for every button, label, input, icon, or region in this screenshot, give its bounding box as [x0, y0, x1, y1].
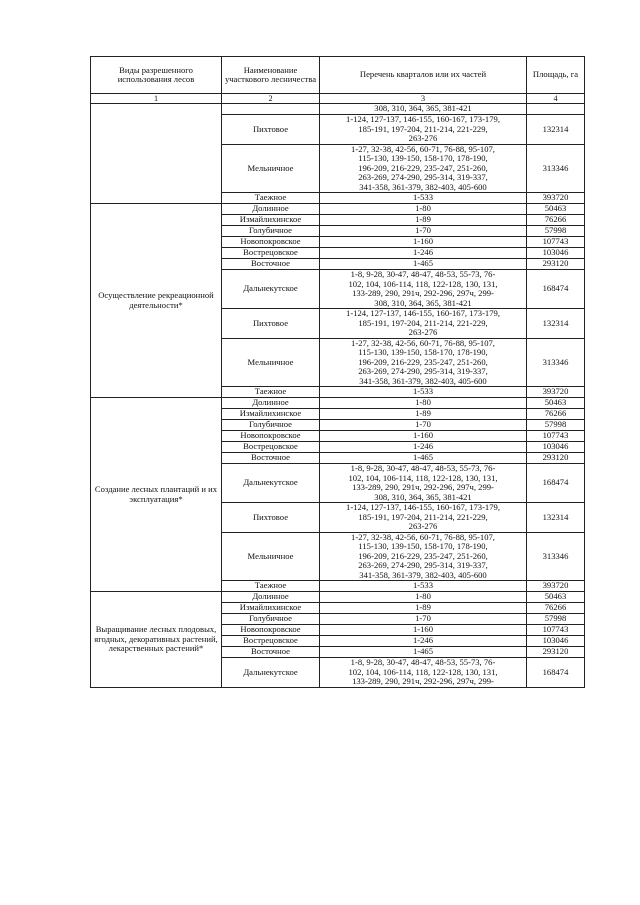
forestry-name-cell: Дальнекутское: [222, 270, 320, 309]
area-cell: 293120: [527, 259, 585, 270]
forestry-name-cell: Мельничное: [222, 144, 320, 193]
forestry-name-cell: Вострецовское: [222, 636, 320, 647]
area-cell: 76266: [527, 215, 585, 226]
forestry-name-cell: Новопокровское: [222, 431, 320, 442]
area-cell: 313346: [527, 532, 585, 581]
quarters-cell: 1-27, 32-38, 42-56, 60-71, 76-88, 95-107, 115-130, 139-150, 158-170, 178-190, 196-209, 216-229, 235-247, 251-260, 263-269, 274-290, 295-314, 319-337, 341-358, 361-379, 382-403, 405-600: [320, 338, 527, 387]
area-cell: 103046: [527, 248, 585, 259]
area-cell: 50463: [527, 204, 585, 215]
quarters-cell: 1-533: [320, 581, 527, 592]
forestry-name-cell: Голубичное: [222, 614, 320, 625]
forestry-name-cell: Новопокровское: [222, 625, 320, 636]
table-row: [91, 398, 585, 409]
forestry-name-cell: Голубичное: [222, 420, 320, 431]
area-cell: 57998: [527, 420, 585, 431]
quarters-cell: 1-465: [320, 259, 527, 270]
forestry-name-cell: Таежное: [222, 387, 320, 398]
quarters-cell: 1-8, 9-28, 30-47, 48-47, 48-53, 55-73, 76- 102, 104, 106-114, 118, 122-128, 130, 131, 133-289, 290, 291ч, 292-296, 297ч, 299-: [320, 658, 527, 688]
forestry-name-cell: Таежное: [222, 193, 320, 204]
area-cell: 76266: [527, 409, 585, 420]
quarters-cell: 1-70: [320, 420, 527, 431]
forestry-name-cell: Измайлихинское: [222, 603, 320, 614]
quarters-cell: 1-27, 32-38, 42-56, 60-71, 76-88, 95-107, 115-130, 139-150, 158-170, 178-190, 196-209, 216-229, 235-247, 251-260, 263-269, 274-290, 295-314, 319-337, 341-358, 361-379, 382-403, 405-600: [320, 144, 527, 193]
quarters-cell: 1-70: [320, 226, 527, 237]
quarters-cell: 1-89: [320, 215, 527, 226]
forestry-name-cell: Долинное: [222, 592, 320, 603]
quarters-cell: 1-80: [320, 592, 527, 603]
forestry-name-cell: Восточное: [222, 453, 320, 464]
forestry-name-cell: Измайлихинское: [222, 409, 320, 420]
quarters-cell: 1-246: [320, 248, 527, 259]
area-cell: 132314: [527, 503, 585, 533]
quarters-cell: 1-8, 9-28, 30-47, 48-47, 48-53, 55-73, 76- 102, 104, 106-114, 118, 122-128, 130, 131, 133-289, 290, 291ч, 292-296, 297ч, 299- 308, 310, 364, 365, 381-421: [320, 270, 527, 309]
forestry-name-cell: Измайлихинское: [222, 215, 320, 226]
forestry-name-cell: Долинное: [222, 398, 320, 409]
forestry-name-cell: Мельничное: [222, 532, 320, 581]
area-cell: 50463: [527, 398, 585, 409]
area-cell: 393720: [527, 581, 585, 592]
area-cell: 57998: [527, 226, 585, 237]
use-kind-cell: Создание лесных плантаций и их эксплуатация*: [91, 398, 222, 592]
forestry-name-cell: Вострецовское: [222, 442, 320, 453]
quarters-cell: 1-160: [320, 625, 527, 636]
table-row: [91, 104, 585, 115]
quarters-cell: 1-124, 127-137, 146-155, 160-167, 173-179, 185-191, 197-204, 211-214, 221-229, 263-276: [320, 503, 527, 533]
forestry-name-cell: Новопокровское: [222, 237, 320, 248]
quarters-cell: 1-70: [320, 614, 527, 625]
header-quarters: Перечень кварталов или их частей: [320, 57, 527, 94]
col-number: 1: [91, 94, 222, 104]
forestry-name-cell: Вострецовское: [222, 248, 320, 259]
area-cell: 57998: [527, 614, 585, 625]
quarters-cell: 1-160: [320, 431, 527, 442]
area-cell: 393720: [527, 387, 585, 398]
area-cell: 50463: [527, 592, 585, 603]
area-cell: 132314: [527, 309, 585, 339]
quarters-cell: 1-246: [320, 636, 527, 647]
forestry-name-cell: [222, 104, 320, 115]
use-kind-cell: Выращивание лесных плодовых, ягодных, декоративных растений, лекарственных растений*: [91, 592, 222, 688]
table-row: [91, 204, 585, 215]
forestry-name-cell: Дальнекутское: [222, 658, 320, 688]
col-number: 4: [527, 94, 585, 104]
quarters-cell: 1-246: [320, 442, 527, 453]
area-cell: 313346: [527, 338, 585, 387]
forestry-name-cell: Пихтовое: [222, 115, 320, 145]
quarters-cell: 1-465: [320, 453, 527, 464]
area-cell: 313346: [527, 144, 585, 193]
area-cell: 103046: [527, 442, 585, 453]
col-number: 2: [222, 94, 320, 104]
area-cell: 103046: [527, 636, 585, 647]
area-cell: 293120: [527, 647, 585, 658]
forestry-name-cell: Дальнекутское: [222, 464, 320, 503]
area-cell: 168474: [527, 658, 585, 688]
forestry-name-cell: Таежное: [222, 581, 320, 592]
quarters-cell: 1-533: [320, 193, 527, 204]
quarters-cell: 1-465: [320, 647, 527, 658]
area-cell: 76266: [527, 603, 585, 614]
header-area: Площадь, га: [527, 57, 585, 94]
area-cell: 293120: [527, 453, 585, 464]
quarters-cell: 1-80: [320, 204, 527, 215]
area-cell: 107743: [527, 237, 585, 248]
quarters-cell: 1-124, 127-137, 146-155, 160-167, 173-179, 185-191, 197-204, 211-214, 221-229, 263-276: [320, 309, 527, 339]
col-number: 3: [320, 94, 527, 104]
area-cell: 107743: [527, 431, 585, 442]
area-cell: 168474: [527, 464, 585, 503]
forestry-name-cell: Пихтовое: [222, 309, 320, 339]
area-cell: 393720: [527, 193, 585, 204]
forest-use-table: [90, 56, 585, 688]
quarters-cell: 1-160: [320, 237, 527, 248]
quarters-cell: 1-27, 32-38, 42-56, 60-71, 76-88, 95-107, 115-130, 139-150, 158-170, 178-190, 196-209, 216-229, 235-247, 251-260, 263-269, 274-290, 295-314, 319-337, 341-358, 361-379, 382-403, 405-600: [320, 532, 527, 581]
forestry-name-cell: Восточное: [222, 259, 320, 270]
table-body: [91, 104, 585, 688]
forestry-name-cell: Восточное: [222, 647, 320, 658]
forestry-name-cell: Голубичное: [222, 226, 320, 237]
quarters-cell: 1-533: [320, 387, 527, 398]
use-kind-cell: Осуществление рекреационной деятельности*: [91, 204, 222, 398]
quarters-cell: 1-89: [320, 603, 527, 614]
area-cell: 107743: [527, 625, 585, 636]
forestry-name-cell: Пихтовое: [222, 503, 320, 533]
quarters-cell: 1-89: [320, 409, 527, 420]
quarters-cell: 1-124, 127-137, 146-155, 160-167, 173-179, 185-191, 197-204, 211-214, 221-229, 263-276: [320, 115, 527, 145]
quarters-cell: 308, 310, 364, 365, 381-421: [320, 104, 527, 115]
use-kind-cell: [91, 104, 222, 204]
area-cell: 132314: [527, 115, 585, 145]
forestry-name-cell: Долинное: [222, 204, 320, 215]
header-use-kind: Виды разрешенного использования лесов: [91, 57, 222, 94]
area-cell: 168474: [527, 270, 585, 309]
quarters-cell: 1-80: [320, 398, 527, 409]
header-forestry-name: Наименование участкового лесничества: [222, 57, 320, 94]
area-cell: [527, 104, 585, 115]
forestry-name-cell: Мельничное: [222, 338, 320, 387]
table-row: [91, 592, 585, 603]
quarters-cell: 1-8, 9-28, 30-47, 48-47, 48-53, 55-73, 76- 102, 104, 106-114, 118, 122-128, 130, 131, 133-289, 290, 291ч, 292-296, 297ч, 299- 308, 310, 364, 365, 381-421: [320, 464, 527, 503]
